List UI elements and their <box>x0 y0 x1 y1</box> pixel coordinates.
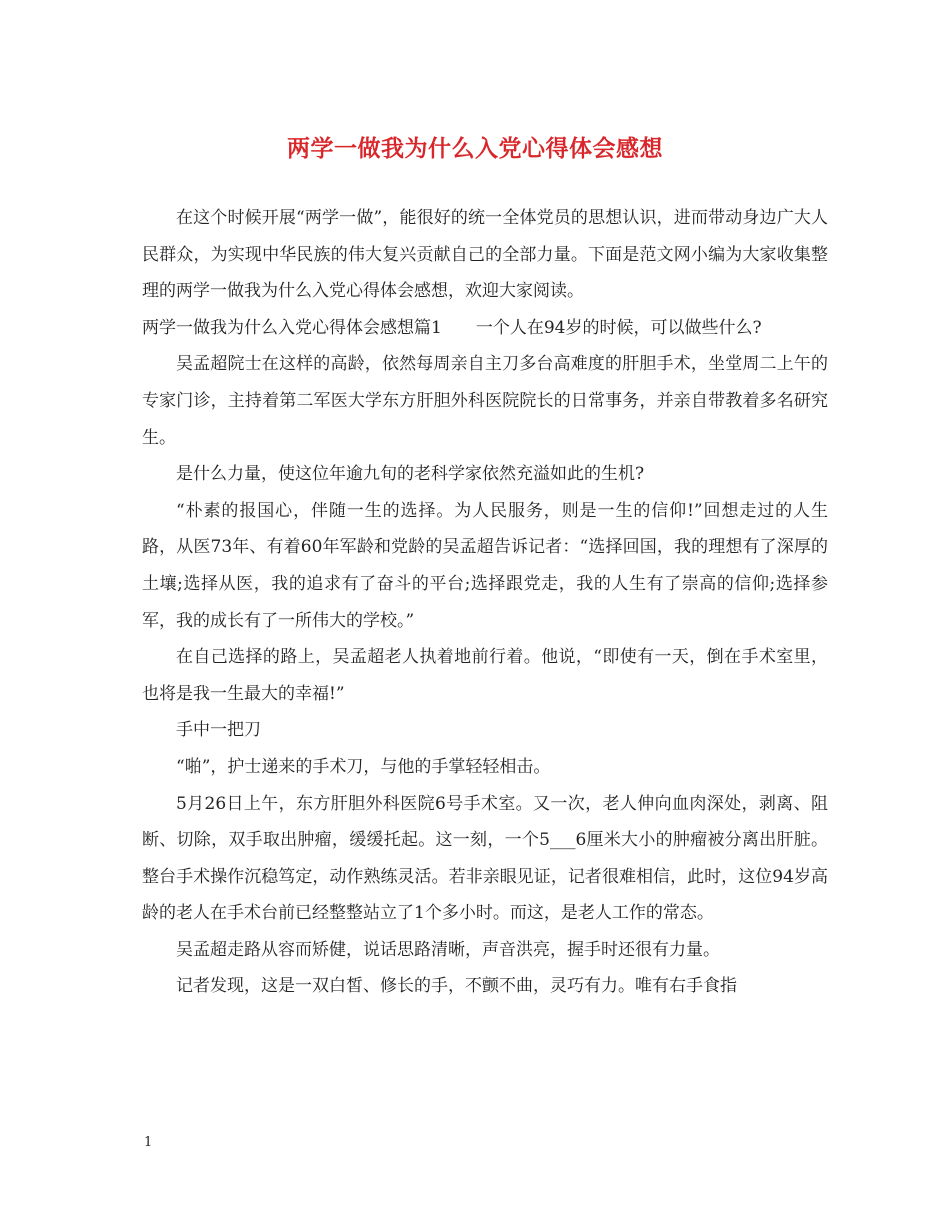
paragraph: 5月26日上午，东方肝胆外科医院6号手术室。又一次，老人伸向血肉深处，剥离、阻断、切除，双手取出肿瘤，缓缓托起。这一刻，一个5___6厘米大小的肿瘤被分离出肝脏。整台手术操作沉稳笃定，动作熟练灵活。若非亲眼见证，记者很难相信，此时，这位94岁高龄的老人在手术台前已经整整站立了1个多小时。而这，是老人工作的常态。 <box>142 793 828 924</box>
paragraph: 吴孟超走路从容而矫健，说话思路清晰，声音洪亮，握手时还很有力量。 <box>176 939 720 960</box>
paragraph: “啪”，护士递来的手术刀，与他的手掌轻轻相击。 <box>176 756 551 777</box>
paragraph: 在自己选择的路上，吴孟超老人执着地前行着。他说，“即使有一天，倒在手术室里，也将是我一生最大的幸福!” <box>142 647 828 704</box>
paragraph-section-heading: 两学一做我为什么入党心得体会感想篇1 一个人在94岁的时候，可以做些什么? <box>142 317 762 338</box>
paragraph: 吴孟超院士在这样的高龄，依然每周亲自主刀多台高难度的肝胆手术，坐堂周二上午的专家门诊，主持着第二军医大学东方肝胆外科医院院长的日常事务，并亲自带教着多名研究生。 <box>142 354 828 448</box>
paragraph: 是什么力量，使这位年逾九旬的老科学家依然充溢如此的生机? <box>176 464 645 485</box>
paragraph: 记者发现，这是一双白皙、修长的手，不颤不曲，灵巧有力。唯有右手食指 <box>176 976 737 997</box>
paragraph: “朴素的报国心，伴随一生的选择。为人民服务，则是一生的信仰!”回想走过的人生路，从医73年、有着60年军龄和党龄的吴孟超告诉记者：“选择回国，我的理想有了深厚的土壤;选择从医，我的追求有了奋斗的平台;选择跟党走，我的人生有了崇高的信仰;选择参军，我的成长有了一所伟大的学校。” <box>142 500 828 631</box>
document-title: 两学一做我为什么入党心得体会感想 <box>287 135 663 162</box>
paragraph-intro: 在这个时候开展“两学一做”，能很好的统一全体党员的思想认识，进而带动身边广大人民群众，为实现中华民族的伟大复兴贡献自己的全部力量。下面是范文网小编为大家收集整理的两学一做我为什么入党心得体会感想，欢迎大家阅读。 <box>142 208 828 302</box>
page-number: 1 <box>144 1135 153 1150</box>
document-body <box>142 200 828 1005</box>
paragraph-subheading: 手中一把刀 <box>176 720 261 741</box>
